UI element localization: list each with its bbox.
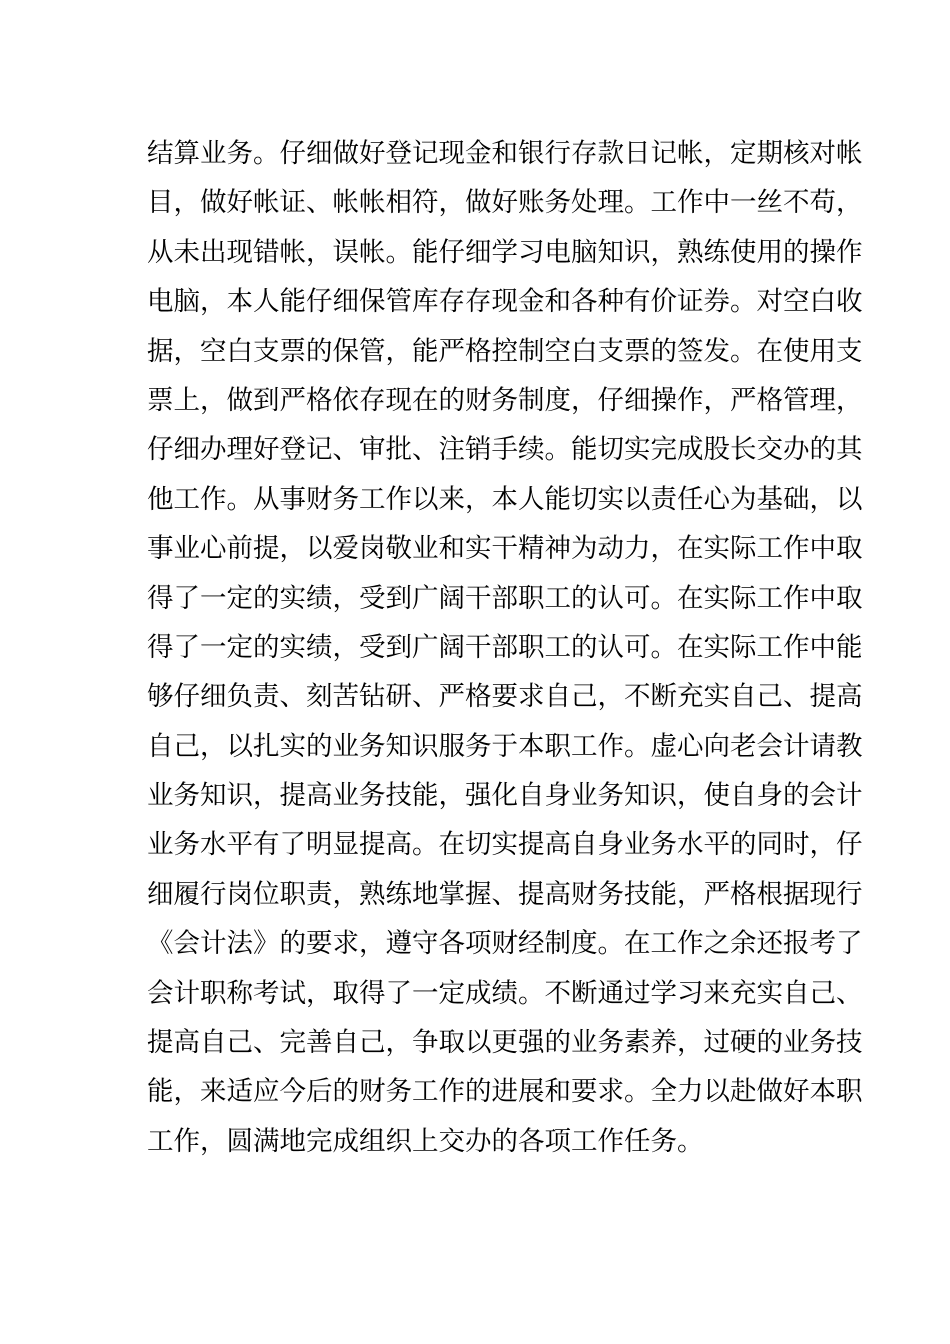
text-line: 会计职称考试，取得了一定成绩。不断通过学习来充实自己、 — [147, 977, 863, 1009]
text-line: 从未出现错帐，误帐。能仔细学习电脑知识，熟练使用的操作 — [147, 236, 863, 268]
text-line: 能，来适应今后的财务工作的进展和要求。全力以赴做好本职 — [147, 1076, 863, 1108]
text-line: 票上，做到严格依存现在的财务制度，仔细操作，严格管理， — [147, 384, 863, 416]
text-line: 提高自己、完善自己，争取以更强的业务素养，过硬的业务技 — [147, 1027, 863, 1059]
text-line: 得了一定的实绩，受到广阔干部职工的认可。在实际工作中能 — [147, 631, 863, 663]
text-line: 电脑，本人能仔细保管库存存现金和各种有价证券。对空白收 — [147, 286, 863, 318]
text-line: 业务水平有了明显提高。在切实提高自身业务水平的同时，仔 — [147, 829, 863, 861]
text-line: 自己，以扎实的业务知识服务于本职工作。虚心向老会计请教 — [147, 730, 863, 762]
body-paragraph — [147, 129, 863, 1166]
text-line: 事业心前提，以爱岗敬业和实干精神为动力，在实际工作中取 — [147, 533, 863, 565]
text-line: 结算业务。仔细做好登记现金和银行存款日记帐，定期核对帐 — [147, 138, 863, 169]
text-line: 他工作。从事财务工作以来，本人能切实以责任心为基础，以 — [147, 483, 863, 515]
text-line: 够仔细负责、刻苦钻研、严格要求自己，不断充实自己、提高 — [147, 681, 863, 713]
text-line-last: 工作，圆满地完成组织上交办的各项工作任务。 — [147, 1125, 704, 1157]
text-line: 目，做好帐证、帐帐相符，做好账务处理。工作中一丝不苟， — [147, 187, 863, 219]
text-line: 仔细办理好登记、审批、注销手续。能切实完成股长交办的其 — [147, 434, 863, 466]
text-line: 《会计法》的要求，遵守各项财经制度。在工作之余还报考了 — [147, 928, 863, 960]
text-line: 业务知识，提高业务技能，强化自身业务知识，使自身的会计 — [147, 780, 863, 812]
text-line: 得了一定的实绩，受到广阔干部职工的认可。在实际工作中取 — [147, 582, 863, 614]
text-line: 据，空白支票的保管，能严格控制空白支票的签发。在使用支 — [147, 335, 863, 367]
text-line: 细履行岗位职责，熟练地掌握、提高财务技能，严格根据现行 — [147, 878, 863, 910]
